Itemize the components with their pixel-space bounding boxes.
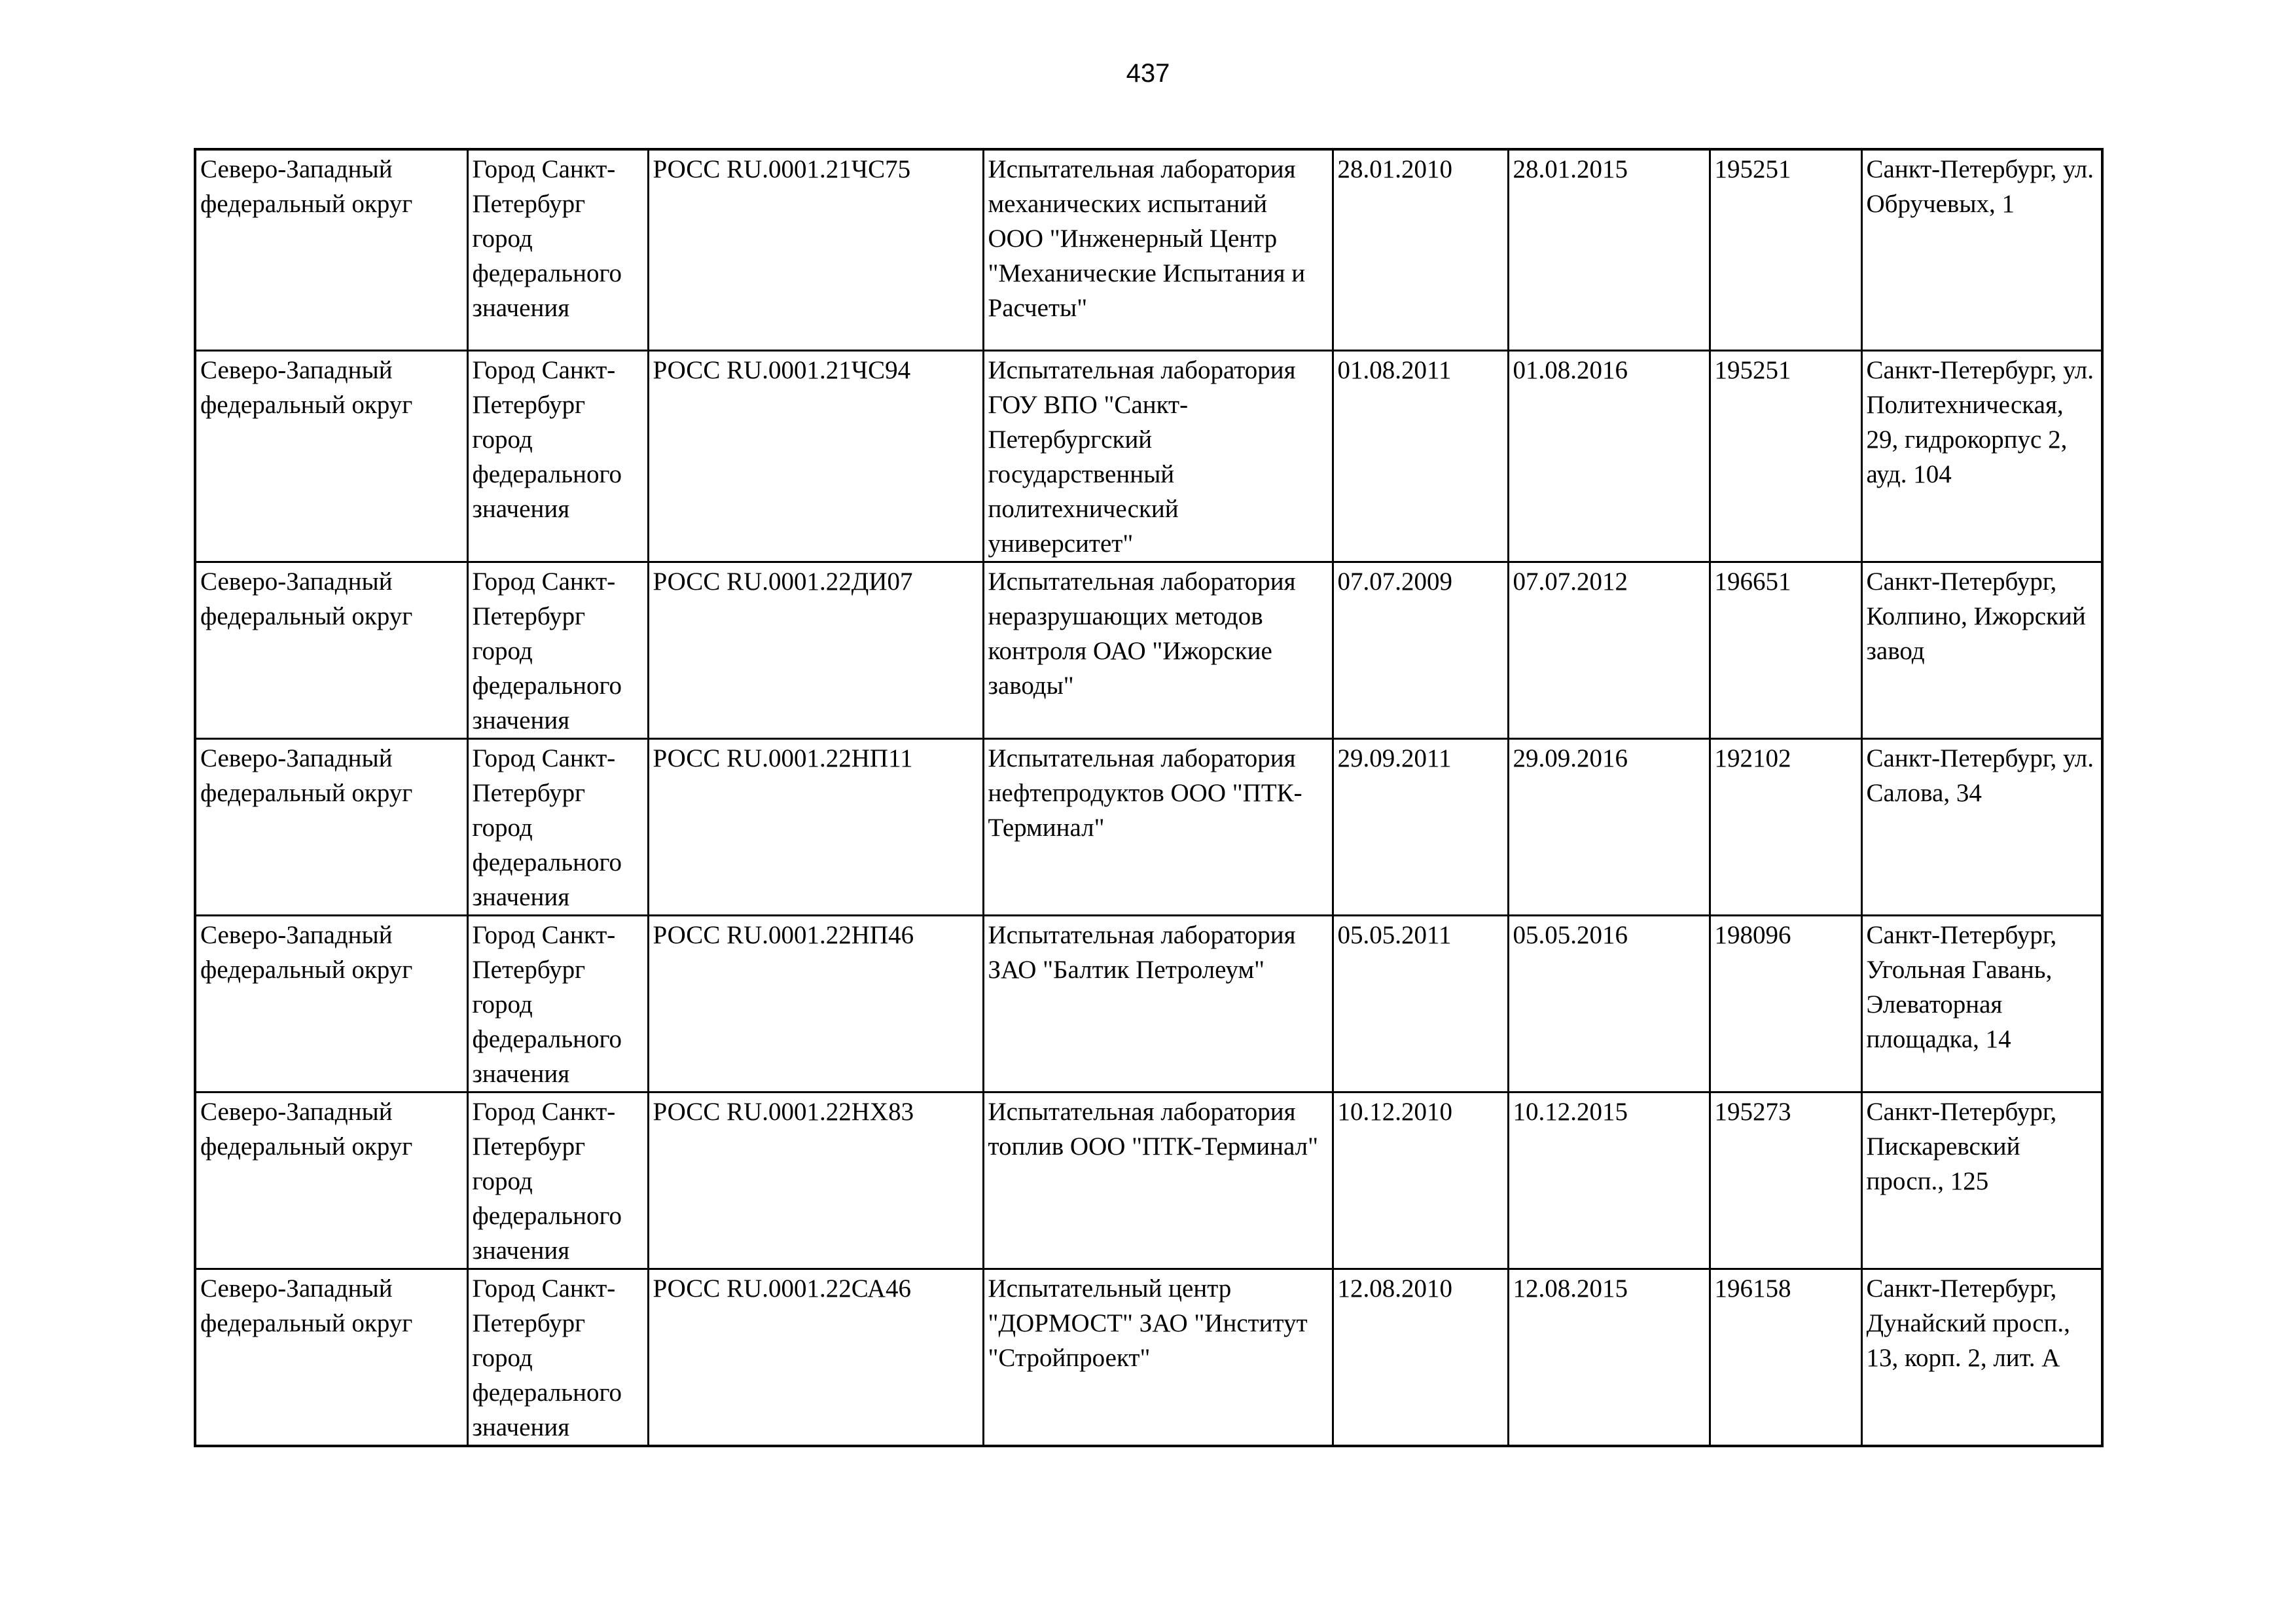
district-cell <box>195 739 467 916</box>
district-cell-text: Северо-Западный федеральный округ <box>200 744 413 807</box>
date-from-cell <box>1333 1092 1508 1269</box>
address-cell <box>1861 351 2102 562</box>
date-to-cell <box>1508 739 1710 916</box>
address-cell <box>1861 739 2102 916</box>
date-to-cell-text: 01.08.2016 <box>1513 356 1628 384</box>
district-cell <box>195 1269 467 1447</box>
registration-number-cell <box>648 351 983 562</box>
district-cell-text: Северо-Западный федеральный округ <box>200 568 413 630</box>
address-cell <box>1861 562 2102 739</box>
date-to-cell <box>1508 916 1710 1092</box>
postal-code-cell <box>1710 739 1861 916</box>
address-cell-text: Санкт-Петербург, ул. Обручевых, 1 <box>1866 155 2094 218</box>
postal-code-cell-text: 198096 <box>1714 921 1791 949</box>
organization-cell-text: Испытательная лаборатория топлив ООО "ПТК-Терминал" <box>988 1098 1319 1161</box>
table-row <box>195 149 2102 351</box>
organization-cell <box>983 1092 1333 1269</box>
postal-code-cell-text: 195251 <box>1714 155 1791 183</box>
postal-code-cell <box>1710 149 1861 351</box>
date-to-cell <box>1508 351 1710 562</box>
region-cell <box>467 149 648 351</box>
registration-number-cell-text: РОСС RU.0001.22СА46 <box>653 1274 911 1303</box>
registration-number-cell <box>648 149 983 351</box>
page-number: 437 <box>1126 59 1170 88</box>
postal-code-cell-text: 196158 <box>1714 1274 1791 1303</box>
date-to-cell-text: 05.05.2016 <box>1513 921 1628 949</box>
region-cell-text: Город Санкт-Петербург город федерального значения <box>472 744 622 911</box>
date-from-cell <box>1333 351 1508 562</box>
postal-code-cell <box>1710 562 1861 739</box>
organization-cell <box>983 149 1333 351</box>
address-cell-text: Санкт-Петербург, Дунайский просп., 13, корп. 2, лит. А <box>1866 1274 2070 1372</box>
table-row <box>195 739 2102 916</box>
date-from-cell-text: 12.08.2010 <box>1337 1274 1452 1303</box>
organization-cell <box>983 916 1333 1092</box>
district-cell <box>195 351 467 562</box>
date-to-cell <box>1508 562 1710 739</box>
region-cell-text: Город Санкт-Петербург город федерального значения <box>472 921 622 1088</box>
register-table <box>194 148 2104 1447</box>
region-cell-text: Город Санкт-Петербург город федерального значения <box>472 356 622 523</box>
registration-number-cell <box>648 1092 983 1269</box>
date-to-cell-text: 10.12.2015 <box>1513 1098 1628 1126</box>
district-cell <box>195 149 467 351</box>
registration-number-cell <box>648 1269 983 1447</box>
registration-number-cell-text: РОСС RU.0001.21ЧС75 <box>653 155 911 183</box>
address-cell-text: Санкт-Петербург, ул. Салова, 34 <box>1866 744 2094 807</box>
district-cell-text: Северо-Западный федеральный округ <box>200 921 413 984</box>
region-cell <box>467 351 648 562</box>
date-from-cell <box>1333 739 1508 916</box>
address-cell-text: Санкт-Петербург, Колпино, Ижорский завод <box>1866 568 2086 665</box>
address-cell <box>1861 916 2102 1092</box>
date-from-cell <box>1333 149 1508 351</box>
district-cell-text: Северо-Западный федеральный округ <box>200 1274 413 1337</box>
table-row <box>195 916 2102 1092</box>
postal-code-cell-text: 195251 <box>1714 356 1791 384</box>
date-from-cell-text: 29.09.2011 <box>1337 744 1452 772</box>
registration-number-cell-text: РОСС RU.0001.22ДИ07 <box>653 568 913 596</box>
registration-number-cell-text: РОСС RU.0001.22НП46 <box>653 921 914 949</box>
date-to-cell <box>1508 1092 1710 1269</box>
date-from-cell-text: 28.01.2010 <box>1337 155 1452 183</box>
organization-cell-text: Испытательная лаборатория ЗАО "Балтик Петролеум" <box>988 921 1296 984</box>
address-cell-text: Санкт-Петербург, ул. Политехническая, 29, гидрокорпус 2, ауд. 104 <box>1866 356 2094 488</box>
table-row <box>195 351 2102 562</box>
address-cell <box>1861 149 2102 351</box>
registration-number-cell-text: РОСС RU.0001.21ЧС94 <box>653 356 911 384</box>
date-to-cell-text: 28.01.2015 <box>1513 155 1628 183</box>
date-to-cell-text: 12.08.2015 <box>1513 1274 1628 1303</box>
organization-cell <box>983 562 1333 739</box>
organization-cell-text: Испытательная лаборатория неразрушающих методов контроля ОАО "Ижорские заводы" <box>988 568 1296 700</box>
postal-code-cell <box>1710 1092 1861 1269</box>
address-cell-text: Санкт-Петербург, Пискаревский просп., 125 <box>1866 1098 2057 1195</box>
district-cell-text: Северо-Западный федеральный округ <box>200 356 413 419</box>
district-cell-text: Северо-Западный федеральный округ <box>200 1098 413 1161</box>
district-cell <box>195 562 467 739</box>
region-cell <box>467 739 648 916</box>
date-to-cell <box>1508 149 1710 351</box>
address-cell-text: Санкт-Петербург, Угольная Гавань, Элеваторная площадка, 14 <box>1866 921 2057 1053</box>
date-to-cell-text: 07.07.2012 <box>1513 568 1628 596</box>
postal-code-cell-text: 195273 <box>1714 1098 1791 1126</box>
postal-code-cell-text: 196651 <box>1714 568 1791 596</box>
district-cell-text: Северо-Западный федеральный округ <box>200 155 413 218</box>
table-row <box>195 1269 2102 1447</box>
region-cell <box>467 1269 648 1447</box>
table-row <box>195 1092 2102 1269</box>
organization-cell <box>983 739 1333 916</box>
region-cell <box>467 562 648 739</box>
postal-code-cell <box>1710 351 1861 562</box>
organization-cell-text: Испытательный центр "ДОРМОСТ" ЗАО "Институт "Стройпроект" <box>988 1274 1308 1372</box>
region-cell-text: Город Санкт-Петербург город федерального значения <box>472 568 622 734</box>
organization-cell-text: Испытательная лаборатория ГОУ ВПО "Санкт-Петербургский государственный политехнический университет" <box>988 356 1296 558</box>
postal-code-cell <box>1710 1269 1861 1447</box>
region-cell <box>467 1092 648 1269</box>
date-to-cell <box>1508 1269 1710 1447</box>
district-cell <box>195 916 467 1092</box>
organization-cell-text: Испытательная лаборатория нефтепродуктов ООО "ПТК-Терминал" <box>988 744 1302 842</box>
date-from-cell <box>1333 916 1508 1092</box>
address-cell <box>1861 1092 2102 1269</box>
address-cell <box>1861 1269 2102 1447</box>
organization-cell <box>983 1269 1333 1447</box>
date-from-cell <box>1333 1269 1508 1447</box>
date-from-cell <box>1333 562 1508 739</box>
registration-number-cell <box>648 739 983 916</box>
table-row <box>195 562 2102 739</box>
postal-code-cell <box>1710 916 1861 1092</box>
date-from-cell-text: 01.08.2011 <box>1337 356 1452 384</box>
postal-code-cell-text: 192102 <box>1714 744 1791 772</box>
organization-cell <box>983 351 1333 562</box>
registration-number-cell <box>648 562 983 739</box>
registration-number-cell <box>648 916 983 1092</box>
district-cell <box>195 1092 467 1269</box>
region-cell <box>467 916 648 1092</box>
region-cell-text: Город Санкт-Петербург город федерального значения <box>472 1098 622 1265</box>
date-to-cell-text: 29.09.2016 <box>1513 744 1628 772</box>
date-from-cell-text: 07.07.2009 <box>1337 568 1452 596</box>
date-from-cell-text: 10.12.2010 <box>1337 1098 1452 1126</box>
date-from-cell-text: 05.05.2011 <box>1337 921 1452 949</box>
registration-number-cell-text: РОСС RU.0001.22НХ83 <box>653 1098 914 1126</box>
organization-cell-text: Испытательная лаборатория механических испытаний ООО "Инженерный Центр "Механические Испытания и Расчеты" <box>988 155 1306 322</box>
region-cell-text: Город Санкт-Петербург город федерального значения <box>472 155 622 322</box>
region-cell-text: Город Санкт-Петербург город федерального значения <box>472 1274 622 1441</box>
registration-number-cell-text: РОСС RU.0001.22НП11 <box>653 744 913 772</box>
